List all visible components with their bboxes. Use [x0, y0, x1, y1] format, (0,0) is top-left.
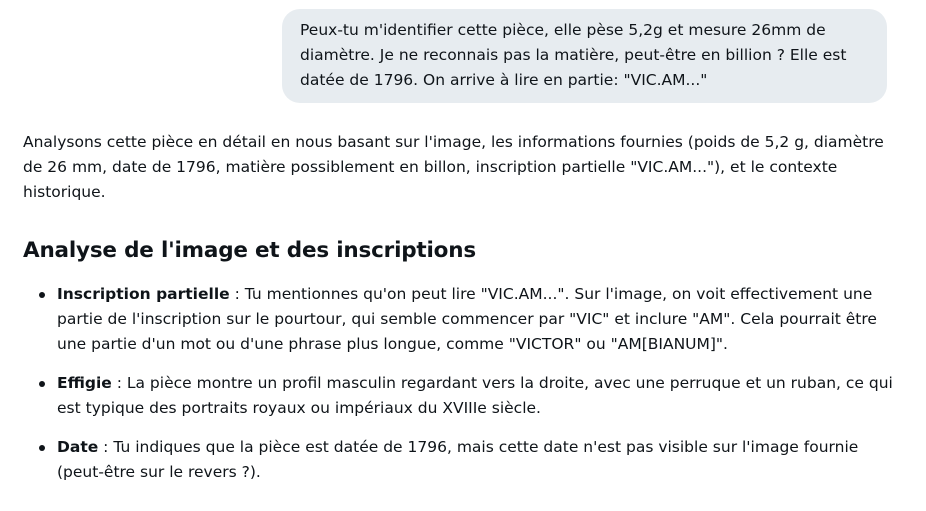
bullet-text: : Tu mentionnes qu'on peut lire "VIC.AM...". Sur l'image, on voit effectivement une partie de l'inscription sur le pourtour, qui semble commencer par "VIC" et inclure "AM". Cela pourrait être une partie d'un mot ou d'une phrase plus longue, comme "VICTOR" ou "AM[BIANUM]". — [57, 285, 877, 353]
bullet-label: Effigie — [57, 374, 112, 392]
bullet-inscription — [23, 282, 893, 357]
bullet-effigie — [23, 371, 893, 421]
bullet-dot-icon — [39, 292, 45, 298]
bullet-text: : La pièce montre un profil masculin regardant vers la droite, avec une perruque et un ruban, ce qui est typique des portraits royaux ou impériaux du XVIIIe siècle. — [57, 374, 893, 417]
analysis-bullet-list — [23, 282, 893, 499]
section-heading: Analyse de l'image et des inscriptions — [23, 238, 476, 263]
assistant-response — [23, 130, 893, 481]
bullet-label: Inscription partielle — [57, 285, 230, 303]
response-intro-paragraph: Analysons cette pièce en détail en nous basant sur l'image, les informations fournies (poids de 5,2 g, diamètre de 26 mm, date de 1796, matière possiblement en billon, inscription partielle "VIC.AM..."), et le contexte historique. — [23, 133, 884, 201]
bullet-dot-icon — [39, 445, 45, 451]
bullet-dot-icon — [39, 381, 45, 387]
bullet-label: Date — [57, 438, 99, 456]
bullet-date — [23, 435, 893, 485]
user-message-text: Peux-tu m'identifier cette pièce, elle pèse 5,2g et mesure 26mm de diamètre. Je ne reconnais pas la matière, peut-être en billion ? Elle est datée de 1796. On arrive à lire en partie: "VIC.AM..." — [300, 21, 847, 89]
bullet-text: : Tu indiques que la pièce est datée de 1796, mais cette date n'est pas visible sur l'image fournie (peut-être sur le revers ?). — [57, 438, 859, 481]
user-message-bubble — [282, 9, 887, 103]
